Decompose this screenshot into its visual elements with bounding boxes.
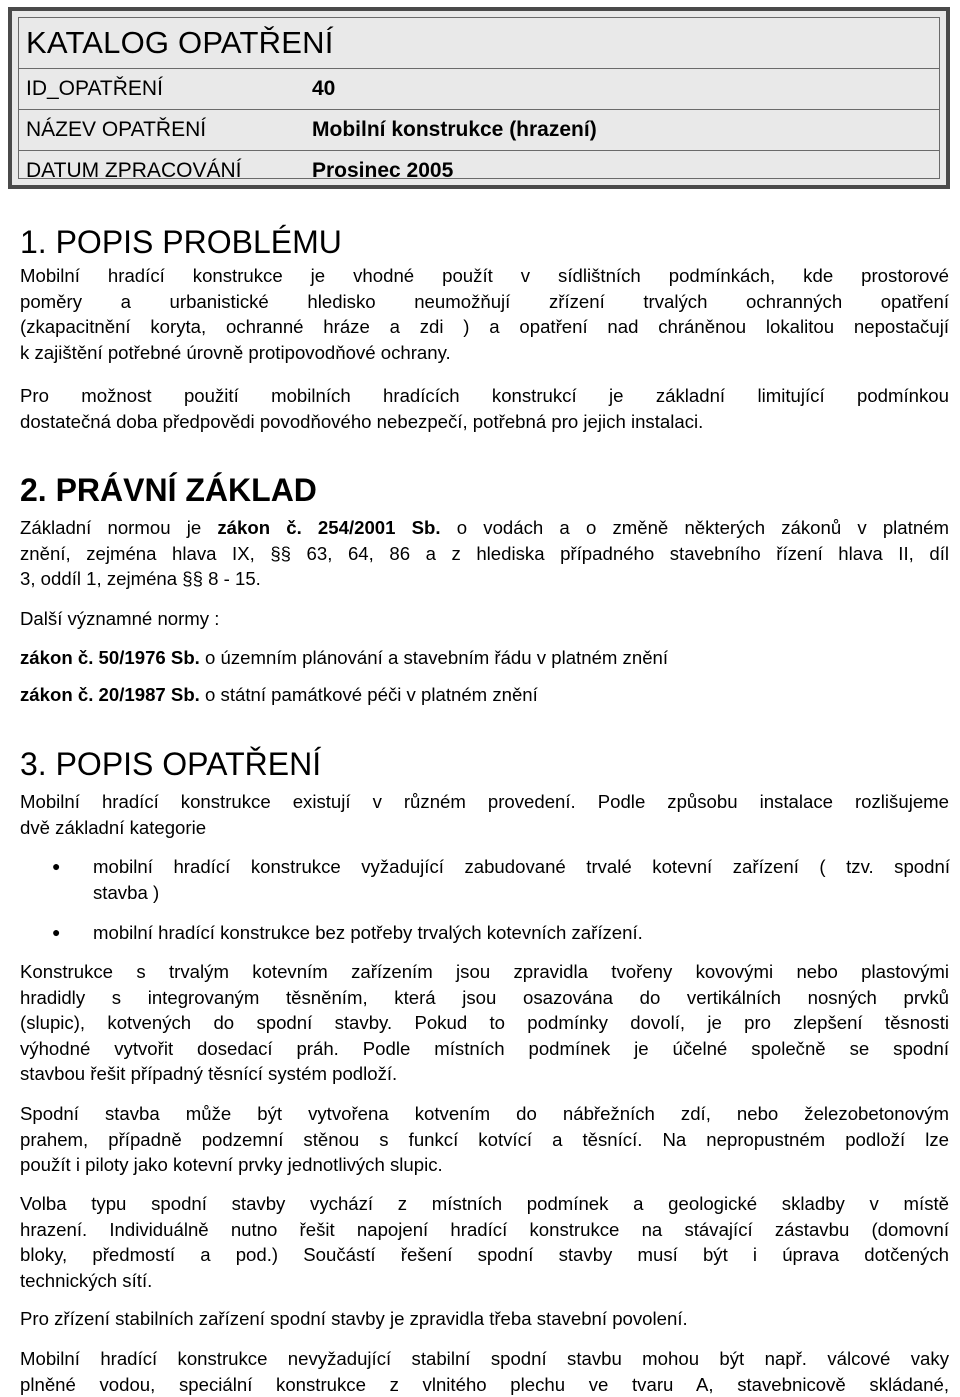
catalog-value-name: Mobilní konstrukce (hrazení) [312, 118, 597, 141]
other-norms-label [20, 606, 949, 632]
catalog-row-id [19, 69, 939, 110]
catalog-row-date [19, 151, 939, 191]
paragraph-line: (slupic), kotvených do spodní stavby. Pokud to podmínky dovolí, je pro zlepšení těsnosti [20, 1012, 949, 1034]
section3-intro [20, 789, 949, 840]
paragraph-line [20, 682, 949, 708]
norm-2 [20, 682, 949, 708]
paragraph-line: k zajištění potřebné úrovně protipovodňové ochrany. [20, 341, 451, 363]
bullet-text: mobilní hradící konstrukce bez potřeby trvalých kotevních zařízení. [93, 922, 643, 943]
paragraph-line: plněné vodou, speciální konstrukce z vlnitého plechu ve tvaru A, stavebnicově skládané, [20, 1373, 949, 1395]
catalog-row-name [19, 110, 939, 151]
paragraph-line: Volba typu spodní stavby vychází z místních podmínek a geologické skladby v místě [20, 1193, 949, 1214]
bullet-icon: ● [52, 924, 61, 940]
section1-paragraph-1 [20, 263, 949, 365]
zrizeni-paragraph [20, 1306, 949, 1332]
paragraph-line: 3, oddíl 1, zejména §§ 8 - 15. [20, 568, 261, 590]
paragraph-line: prahem, případně podzemní stěnou s funkcí kotvící a těsnící. Na nepropustném podloží lze [20, 1128, 949, 1150]
paragraph-line: Pro zřízení stabilních zařízení spodní stavby je zpravidla třeba stavební povolení. [20, 1308, 688, 1329]
law-rest: o vodách a o změně některých zákonů v platném [440, 517, 949, 538]
catalog-header-box [8, 7, 950, 189]
norm-2-text: o státní památkové péči v platném znění [199, 684, 538, 705]
paragraph-line: Mobilní hradící konstrukce nevyžadující stabilní spodní stavbu mohou být např. válcové vaky [20, 1348, 949, 1369]
paragraph-line [20, 645, 949, 671]
paragraph-line: dvě základní kategorie [20, 816, 207, 838]
paragraph-line: dostatečná doba předpovědi povodňového nebezpečí, potřebná pro jejich instalaci. [20, 410, 704, 432]
bullet-icon: ● [52, 858, 61, 874]
paragraph-line: stavba ) [93, 881, 160, 903]
paragraph-line [20, 515, 949, 541]
norm-1 [20, 645, 949, 671]
bullet-text [93, 854, 950, 905]
paragraph-line: hrazení. Individuálně nutno řešit napojení hradící konstrukce na stávající zástavbu (domovní [20, 1218, 949, 1240]
construction-paragraph [20, 959, 949, 1087]
law-reference: zákon č. 254/2001 Sb. [217, 517, 441, 538]
paragraph-line: Mobilní hradící konstrukce je vhodné použít v sídlištních podmínkách, kde prostorové [20, 265, 949, 286]
paragraph-line: Spodní stavba může být vytvořena kotvením do nábřežních zdí, nebo železobetonovým [20, 1103, 949, 1124]
paragraph-line: (zkapacitnění koryta, ochranné hráze a zdi ) a opatření nad chráněnou lokalitou nepostačují [20, 316, 949, 338]
volba-paragraph [20, 1191, 949, 1293]
paragraph-line: výhodné vytvořit dosedací práh. Podle místních podmínek je účelné společně se spodní [20, 1037, 949, 1059]
spodni-stavba-paragraph [20, 1101, 949, 1178]
catalog-label-name: NÁZEV OPATŘENÍ [26, 118, 207, 141]
paragraph-line: použít i piloty jako kotevní prvky jednotlivých slupic. [20, 1154, 443, 1176]
section2-heading: 2. PRÁVNÍ ZÁKLAD [20, 472, 317, 508]
norm-1-text: o územním plánování a stavebním řádu v platném znění [199, 647, 669, 668]
section1-paragraph-2 [20, 383, 949, 434]
norm-1-reference: zákon č. 50/1976 Sb. [20, 647, 200, 668]
catalog-label-date: DATUM ZPRACOVÁNÍ [26, 159, 242, 182]
paragraph-line: bloky, předmostí a pod.) Součástí řešení spodní stavby musí být i úprava dotčených [20, 1244, 949, 1266]
paragraph-line: mobilní hradící konstrukce vyžadující zabudované trvalé kotevní zařízení ( tzv. spodní [93, 856, 950, 877]
norm-2-reference: zákon č. 20/1987 Sb. [20, 684, 200, 705]
paragraph-line: Mobilní hradící konstrukce existují v různém provedení. Podle způsobu instalace rozlišujeme [20, 791, 949, 812]
section2-law-paragraph [20, 515, 949, 592]
catalog-header-inner [18, 17, 940, 182]
paragraph-line: Konstrukce s trvalým kotevním zařízením jsou zpravidla tvořeny kovovými nebo plastovými [20, 961, 949, 982]
mobilni-paragraph [20, 1346, 949, 1397]
section1-heading: 1. POPIS PROBLÉMU [20, 224, 342, 260]
catalog-value-date: Prosinec 2005 [312, 159, 454, 182]
paragraph-line: Pro možnost použití mobilních hradících konstrukcí je základní limitující podmínkou [20, 385, 949, 406]
paragraph-line: znění, zejména hlava IX, §§ 63, 64, 86 a z hlediska případného stavebního řízení hlava II, díl [20, 542, 949, 564]
section3-heading: 3. POPIS OPATŘENÍ [20, 746, 322, 782]
catalog-value-id: 40 [312, 77, 336, 100]
paragraph-line: stavbou řešit případný těsnící systém podloží. [20, 1063, 398, 1085]
law-prefix: Základní normou je [20, 517, 218, 538]
paragraph-line: poměry a urbanistické hledisko neumožňují zřízení trvalých ochranných opatření [20, 290, 949, 312]
catalog-label-id: ID_OPATŘENÍ [26, 77, 163, 100]
paragraph-line: hradidly s integrovaným těsněním, která jsou osazována do vertikálních nosných prvků [20, 986, 949, 1008]
paragraph-line: Další významné normy : [20, 608, 220, 629]
catalog-title: KATALOG OPATŘENÍ [19, 18, 939, 69]
paragraph-line: technických sítí. [20, 1269, 153, 1291]
